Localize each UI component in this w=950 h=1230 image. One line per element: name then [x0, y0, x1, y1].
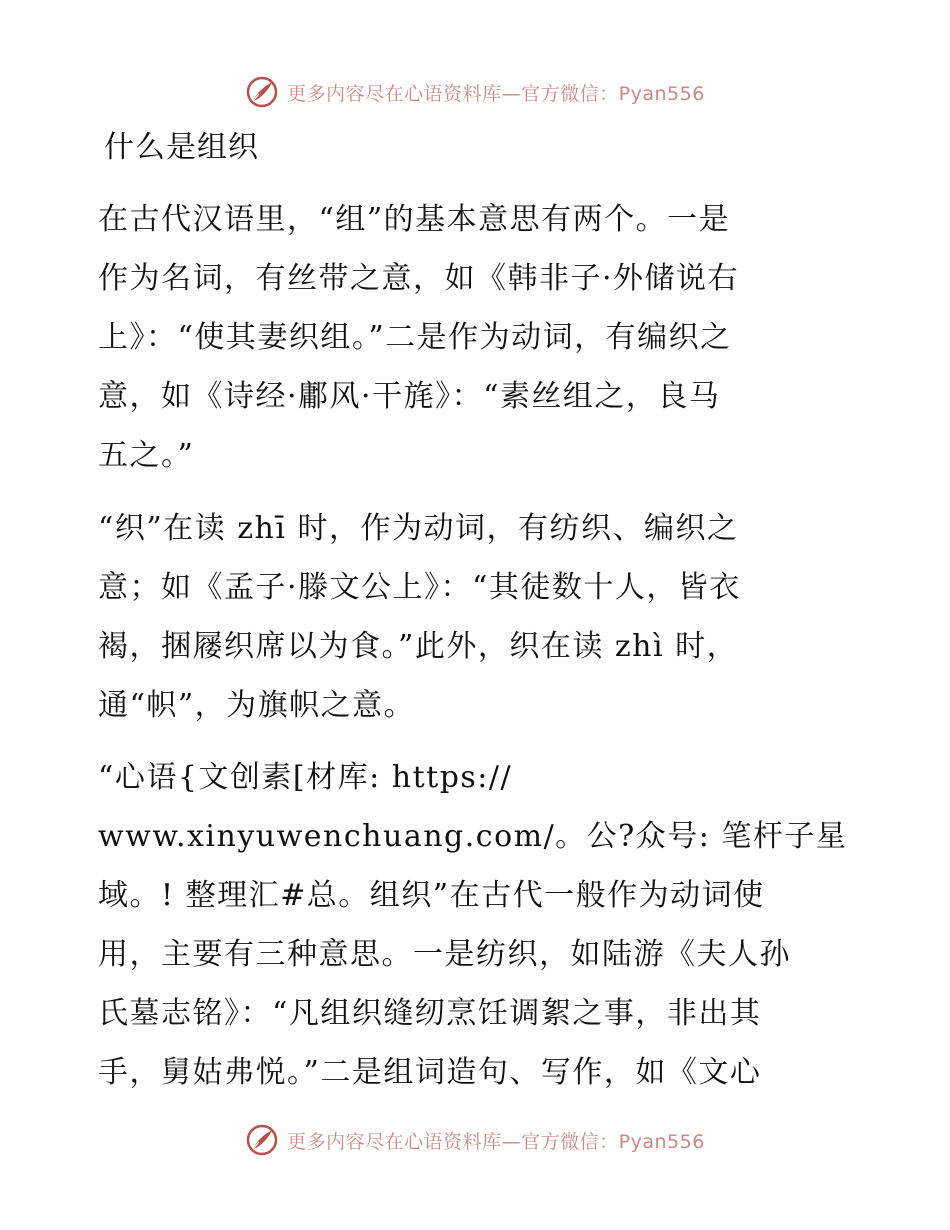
text-line: “织”在读 zhī 时，作为动词，有纺织、编织之 — [98, 511, 739, 546]
text-line: 在古代汉语里，“组”的基本意思有两个。一是 — [98, 202, 731, 237]
text-line: 通“帜”，为旗帜之意。 — [98, 688, 416, 723]
text-line: 意，如《诗经·鄘风·干旄》：“素丝组之，良马 — [98, 379, 721, 414]
watermark-text: 更多内容尽在心语资料库—官方微信：Pyan556 — [287, 1130, 705, 1153]
paragraph-zuzhi — [98, 748, 850, 1102]
watermark-header — [0, 72, 950, 112]
text-line: 五之。” — [98, 438, 195, 473]
text-line: 域。! 整理汇#总。组织”在古代一般作为动词使 — [98, 878, 765, 913]
watermark-footer — [0, 1120, 950, 1160]
text-line: 用，主要有三种意思。一是纺织，如陆游《夫人孙 — [98, 937, 791, 972]
text-line: “心语{文创素[材库: https:// — [98, 760, 513, 795]
text-line: www.xinyuwenchuang.com/。公?众号: 笔杆子星 — [98, 819, 848, 854]
text-line: 上》：“使其妻织组。”二是作为动词，有编织之 — [98, 320, 732, 355]
text-line: 意；如《孟子·滕文公上》：“其徒数十人，皆衣 — [98, 570, 741, 605]
text-line: 作为名词，有丝带之意，如《韩非子·外储说右 — [98, 261, 740, 296]
quill-logo-icon — [245, 1123, 279, 1157]
document-title: 什么是组织 — [104, 130, 259, 165]
text-line: 褐，捆屦织席以为食。”此外，织在读 zhì 时， — [98, 629, 739, 664]
watermark-text: 更多内容尽在心语资料库—官方微信：Pyan556 — [287, 82, 705, 105]
quill-logo-icon — [245, 75, 279, 109]
text-line: 手，舅姑弗悦。”二是组词造句、写作，如《文心 — [98, 1055, 762, 1090]
paragraph-zhi — [98, 499, 850, 735]
text-line: 氏墓志铭》：“凡组织缝纫烹饪调絮之事，非出其 — [98, 996, 762, 1031]
paragraph-zu — [98, 190, 850, 485]
